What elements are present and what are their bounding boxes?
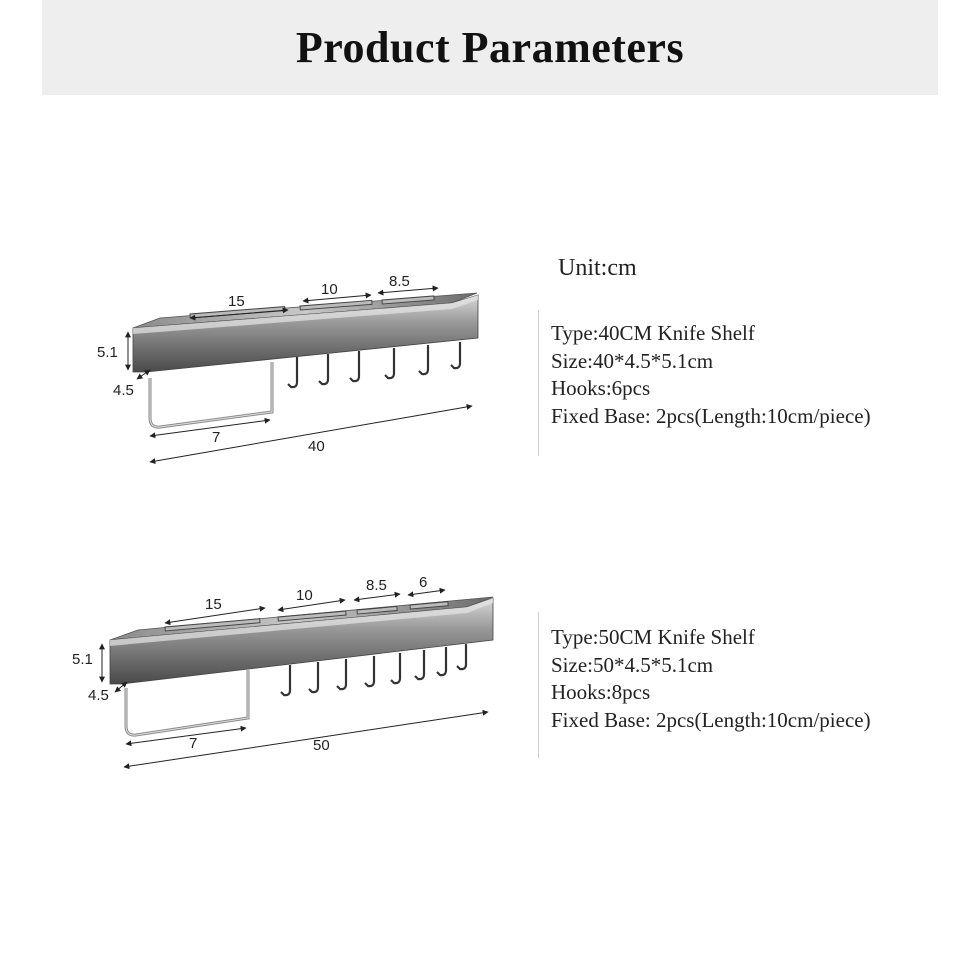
spec-size: Size:40*4.5*5.1cm bbox=[551, 348, 714, 373]
dim-line-towel bbox=[126, 728, 246, 744]
spec-type: Type:40CM Knife Shelf bbox=[551, 321, 755, 345]
dim-label-length: 50 bbox=[313, 737, 330, 754]
spec-fixed-base: Fixed Base: 2pcs(Length:10cm/piece) bbox=[551, 403, 871, 428]
dim-label-depth: 4.5 bbox=[113, 382, 134, 399]
dim-label-height: 5.1 bbox=[72, 651, 93, 668]
spec-list-50 bbox=[538, 612, 958, 758]
dim-label-a: 15 bbox=[205, 596, 222, 613]
spec-list-40 bbox=[538, 310, 958, 456]
dim-label-towel: 7 bbox=[212, 429, 221, 446]
dim-label-height: 5.1 bbox=[97, 344, 118, 361]
dim-label-d: 6 bbox=[419, 574, 428, 591]
dim-label-b: 10 bbox=[321, 281, 338, 298]
spec-type: Type:50CM Knife Shelf bbox=[551, 625, 755, 649]
spec-hooks: Hooks:8pcs bbox=[551, 680, 651, 704]
page-title: Product Parameters bbox=[295, 23, 685, 72]
spec-size: Size:50*4.5*5.1cm bbox=[551, 652, 714, 677]
dim-label-length: 40 bbox=[308, 438, 325, 455]
spec-hooks: Hooks:6pcs bbox=[551, 376, 651, 400]
dim-line-towel bbox=[150, 420, 270, 436]
dim-label-depth: 4.5 bbox=[88, 687, 109, 704]
dim-label-c: 8.5 bbox=[389, 273, 410, 290]
towel-bar bbox=[150, 362, 272, 427]
dim-label-c: 8.5 bbox=[366, 577, 387, 594]
dim-line-c bbox=[354, 594, 400, 600]
unit-label: Unit:cm bbox=[558, 255, 637, 281]
dim-line-length bbox=[124, 712, 488, 767]
dim-label-b: 10 bbox=[296, 587, 313, 604]
dim-label-a: 15 bbox=[228, 293, 245, 310]
dim-label-towel: 7 bbox=[189, 735, 198, 752]
shelf-40-drawing bbox=[97, 273, 478, 462]
shelf-50-drawing bbox=[72, 574, 493, 767]
spec-fixed-base: Fixed Base: 2pcs(Length:10cm/piece) bbox=[551, 707, 871, 732]
